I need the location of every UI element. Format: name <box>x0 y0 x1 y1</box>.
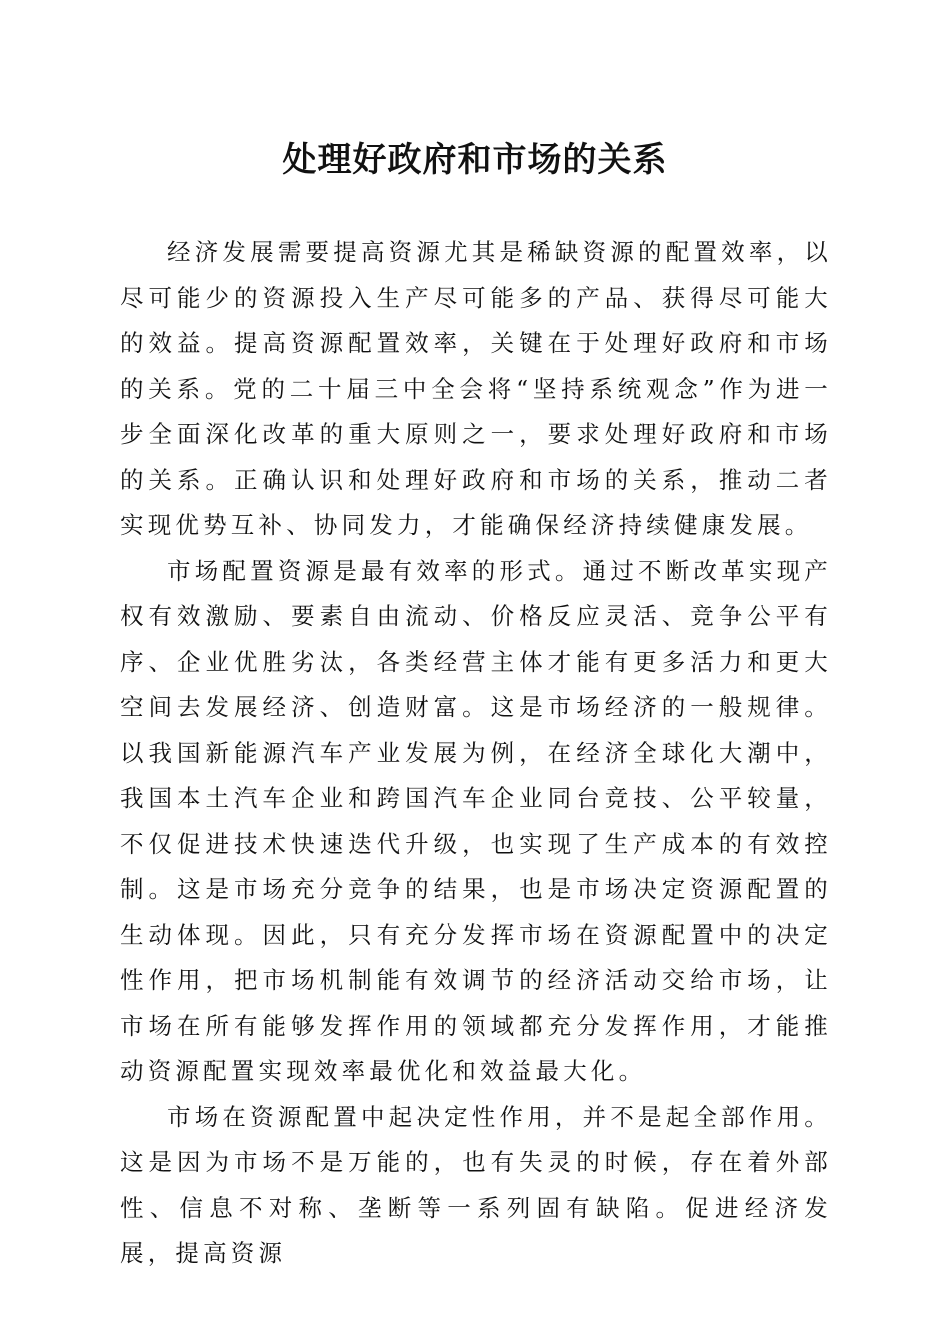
paragraph-2: 市场配置资源是最有效率的形式。通过不断改革实现产权有效激励、要素自由流动、价格反应灵活、竞争公平有序、企业优胜劣汰，各类经营主体才能有更多活力和更大空间去发展经济、创造财富。这是市场经济的一般规律。以我国新能源汽车产业发展为例，在经济全球化大潮中，我国本土汽车企业和跨国汽车企业同台竞技、公平较量，不仅促进技术快速迭代升级，也实现了生产成本的有效控制。这是市场充分竞争的结果，也是市场决定资源配置的生动体现。因此，只有充分发挥市场在资源配置中的决定性作用，把市场机制能有效调节的经济活动交给市场，让市场在所有能够发挥作用的领域都充分发挥作用，才能推动资源配置实现效率最优化和效益最大化。 <box>120 556 832 1085</box>
paragraph-3: 市场在资源配置中起决定性作用，并不是起全部作用。这是因为市场不是万能的，也有失灵的时候，存在着外部性、信息不对称、垄断等一系列固有缺陷。促进经济发展，提高资源 <box>120 1102 832 1267</box>
document-title: 处理好政府和市场的关系 <box>282 140 668 180</box>
document-body <box>120 230 832 1277</box>
paragraph-1: 经济发展需要提高资源尤其是稀缺资源的配置效率，以尽可能少的资源投入生产尽可能多的产品、获得尽可能大的效益。提高资源配置效率，关键在于处理好政府和市场的关系。党的二十届三中全会将“坚持系统观念”作为进一步全面深化改革的重大原则之一，要求处理好政府和市场的关系。正确认识和处理好政府和市场的关系，推动二者实现优势互补、协同发力，才能确保经济持续健康发展。 <box>120 238 832 539</box>
